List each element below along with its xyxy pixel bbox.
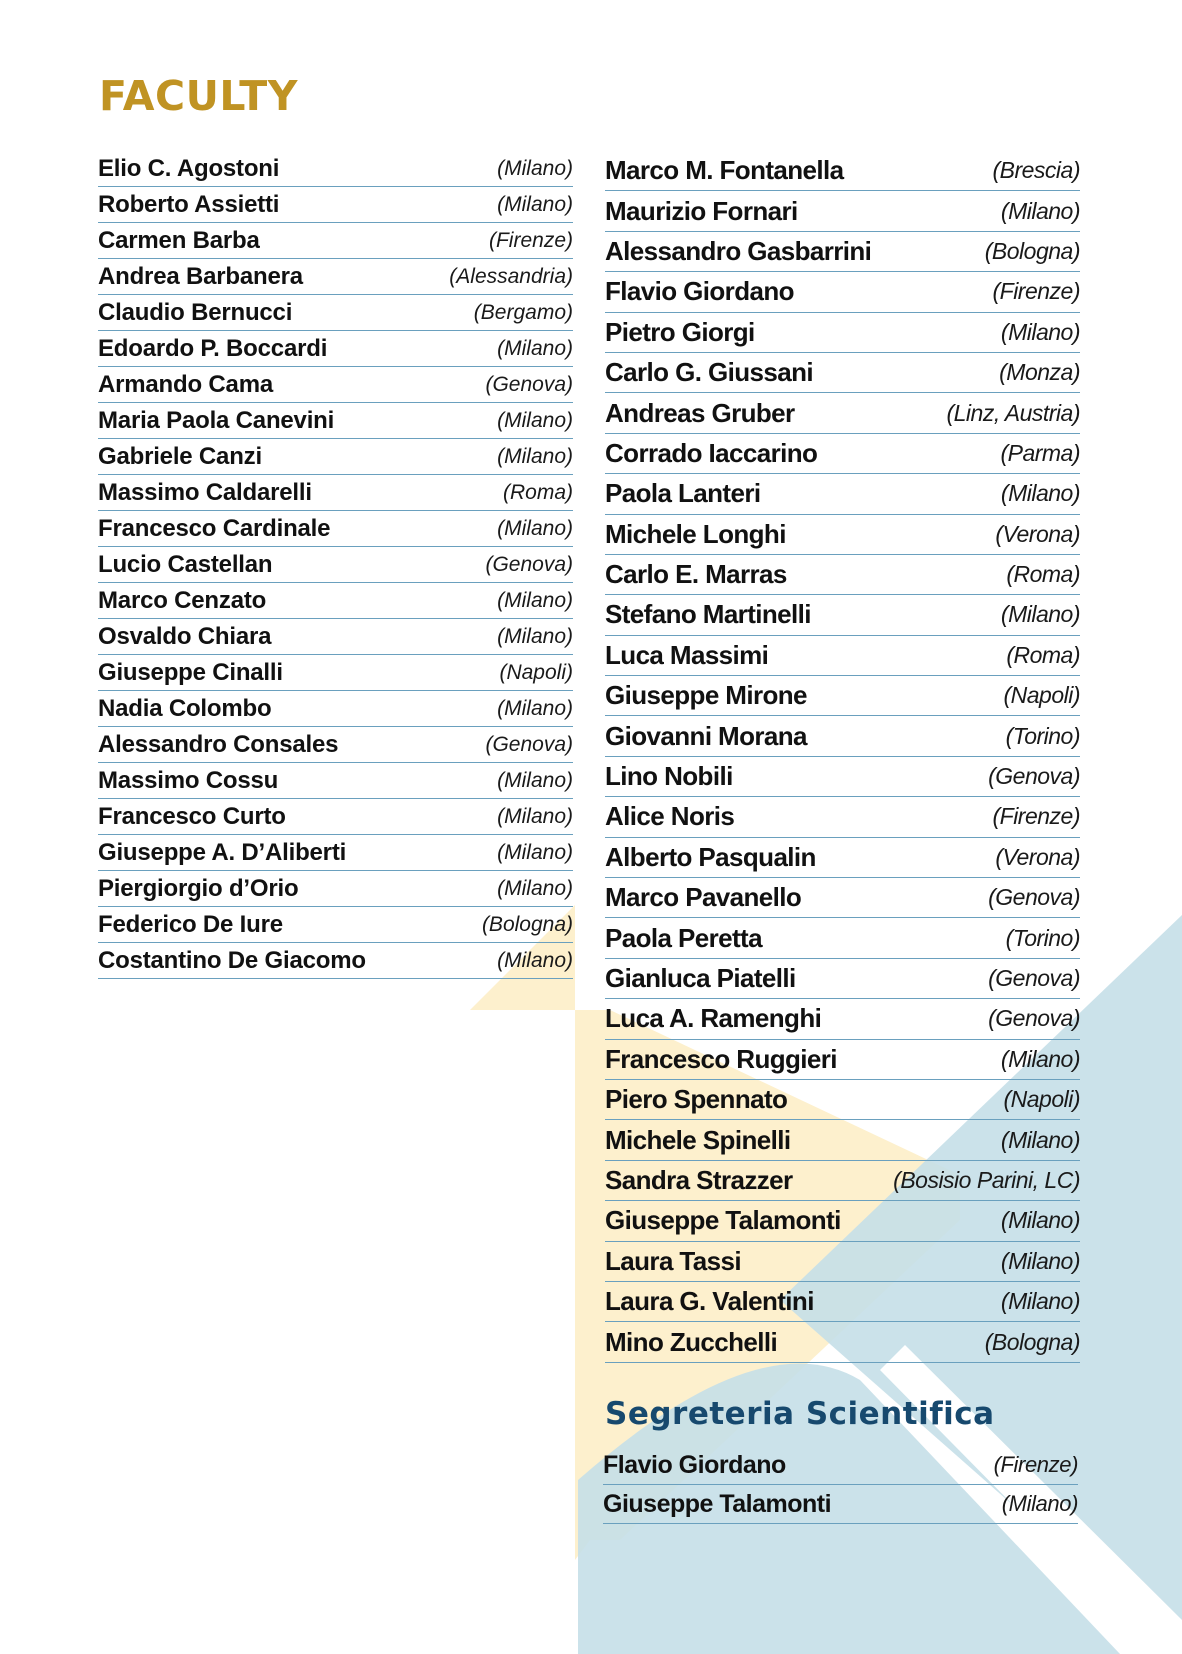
member-city: (Genova): [485, 732, 573, 756]
faculty-row: [98, 943, 573, 979]
member-city: (Napoli): [1003, 682, 1080, 709]
faculty-row: [605, 1282, 1080, 1322]
member-city: (Genova): [988, 1005, 1080, 1032]
faculty-row: [605, 434, 1080, 474]
member-name: Andreas Gruber: [605, 397, 795, 428]
faculty-row: [605, 555, 1080, 595]
member-name: Alberto Pasqualin: [605, 841, 816, 872]
member-city: (Milano): [1000, 601, 1080, 628]
member-city: (Bologna): [984, 1328, 1080, 1355]
member-name: Pietro Giorgi: [605, 316, 755, 347]
member-name: Roberto Assietti: [98, 190, 280, 218]
member-name: Paola Peretta: [605, 922, 762, 953]
faculty-row: [98, 331, 573, 367]
member-name: Nadia Colombo: [98, 694, 272, 722]
member-name: Giuseppe Talamonti: [603, 1489, 832, 1518]
member-city: (Milano): [497, 588, 573, 612]
faculty-row: [605, 716, 1080, 756]
member-city: (Verona): [995, 520, 1080, 547]
member-name: Carlo G. Giussani: [605, 357, 813, 388]
faculty-row: [605, 636, 1080, 676]
member-city: (Roma): [1006, 561, 1080, 588]
member-name: Maria Paola Canevini: [98, 406, 335, 434]
member-city: (Milano): [497, 516, 573, 540]
faculty-row: [605, 797, 1080, 837]
member-name: Massimo Cossu: [98, 766, 279, 794]
member-name: Paola Lanteri: [605, 478, 761, 509]
member-city: (Bosisio Parini, LC): [893, 1166, 1080, 1193]
member-name: Corrado Iaccarino: [605, 437, 818, 468]
member-name: Carlo E. Marras: [605, 559, 787, 590]
member-city: (Bologna): [481, 912, 573, 936]
member-name: Federico De Iure: [98, 910, 283, 938]
member-name: Luca Massimi: [605, 639, 769, 670]
member-name: Gabriele Canzi: [98, 442, 262, 470]
member-city: (Alessandria): [449, 264, 573, 288]
member-city: (Linz, Austria): [946, 399, 1080, 426]
faculty-row: [98, 619, 573, 655]
member-name: Piergiorgio d’Orio: [98, 874, 299, 902]
member-name: Armando Cama: [98, 370, 273, 398]
faculty-row: [605, 151, 1080, 191]
member-city: (Genova): [485, 552, 573, 576]
faculty-row: [98, 259, 573, 295]
member-name: Marco Pavanello: [605, 882, 802, 913]
member-city: (Brescia): [992, 157, 1080, 184]
member-name: Sandra Strazzer: [605, 1164, 793, 1195]
member-name: Massimo Caldarelli: [98, 478, 312, 506]
faculty-row: [605, 232, 1080, 272]
faculty-row: [98, 151, 573, 187]
faculty-row: [605, 757, 1080, 797]
member-city: (Genova): [988, 884, 1080, 911]
faculty-row: [98, 727, 573, 763]
member-name: Lino Nobili: [605, 761, 733, 792]
faculty-row: [98, 583, 573, 619]
faculty-row: [605, 595, 1080, 635]
faculty-row: [98, 475, 573, 511]
member-name: Elio C. Agostoni: [98, 154, 280, 182]
member-city: (Milano): [1001, 1491, 1078, 1516]
faculty-row: [605, 313, 1080, 353]
member-city: (Milano): [1000, 1207, 1080, 1234]
member-city: (Milano): [497, 804, 573, 828]
member-name: Lucio Castellan: [98, 550, 273, 578]
faculty-row: [605, 474, 1080, 514]
member-city: (Verona): [995, 843, 1080, 870]
member-city: (Milano): [497, 624, 573, 648]
member-name: Stefano Martinelli: [605, 599, 811, 630]
member-city: (Torino): [1005, 924, 1080, 951]
faculty-row: [605, 838, 1080, 878]
member-name: Francesco Ruggieri: [605, 1043, 837, 1074]
member-city: (Milano): [1000, 318, 1080, 345]
member-city: (Milano): [497, 876, 573, 900]
member-name: Mino Zucchelli: [605, 1326, 778, 1357]
faculty-row: [98, 367, 573, 403]
member-city: (Roma): [502, 480, 573, 504]
faculty-row: [605, 1201, 1080, 1241]
member-name: Francesco Curto: [98, 802, 286, 830]
member-city: (Milano): [1000, 480, 1080, 507]
member-city: (Torino): [1005, 722, 1080, 749]
faculty-row: [98, 187, 573, 223]
faculty-row: [98, 295, 573, 331]
faculty-left-column: [98, 151, 573, 979]
faculty-row: [605, 918, 1080, 958]
member-city: (Genova): [988, 965, 1080, 991]
member-name: Marco Cenzato: [98, 586, 267, 614]
faculty-row: [98, 907, 573, 943]
member-city: (Milano): [497, 840, 573, 864]
member-city: (Milano): [497, 444, 573, 468]
faculty-row: [605, 191, 1080, 231]
member-city: (Milano): [1000, 197, 1080, 224]
faculty-row: [605, 353, 1080, 393]
faculty-row: [605, 1242, 1080, 1282]
faculty-row: [605, 272, 1080, 312]
member-city: (Firenze): [992, 278, 1080, 305]
member-city: (Milano): [497, 948, 573, 972]
member-city: (Milano): [1000, 1288, 1080, 1315]
member-name: Laura G. Valentini: [605, 1286, 814, 1317]
faculty-row: [605, 878, 1080, 918]
member-city: (Napoli): [499, 660, 573, 684]
member-name: Alice Noris: [605, 801, 735, 832]
faculty-row: [98, 691, 573, 727]
faculty-title: FACULTY: [99, 72, 298, 120]
member-city: (Monza): [999, 359, 1080, 386]
member-city: (Genova): [485, 372, 573, 396]
faculty-row: [605, 676, 1080, 716]
member-name: Giuseppe Mirone: [605, 680, 807, 711]
faculty-row: [98, 511, 573, 547]
faculty-row: [98, 403, 573, 439]
faculty-row: [605, 1040, 1080, 1080]
faculty-row: [98, 439, 573, 475]
member-city: (Milano): [497, 192, 573, 216]
member-name: Michele Spinelli: [605, 1124, 791, 1155]
faculty-row: [605, 1161, 1080, 1201]
member-name: Costantino De Giacomo: [98, 946, 366, 974]
faculty-row: [603, 1485, 1078, 1524]
member-city: (Milano): [1000, 1247, 1080, 1274]
faculty-row: [98, 223, 573, 259]
member-name: Flavio Giordano: [603, 1450, 786, 1479]
member-name: Luca A. Ramenghi: [605, 1003, 822, 1034]
member-name: Francesco Cardinale: [98, 514, 331, 542]
member-city: (Milano): [497, 336, 573, 360]
member-name: Edoardo P. Boccardi: [98, 334, 328, 362]
member-name: Osvaldo Chiara: [98, 622, 272, 650]
member-city: (Milano): [497, 408, 573, 432]
faculty-row: [605, 959, 1080, 999]
member-city: (Firenze): [993, 1452, 1078, 1477]
faculty-row: [603, 1446, 1078, 1485]
member-city: (Roma): [1006, 641, 1080, 668]
member-name: Andrea Barbanera: [98, 262, 303, 290]
member-name: Giuseppe A. D’Aliberti: [98, 838, 347, 866]
faculty-row: [605, 1120, 1080, 1160]
member-city: (Bergamo): [473, 300, 573, 324]
faculty-row: [605, 1080, 1080, 1120]
member-city: (Bologna): [984, 237, 1080, 264]
faculty-row: [98, 799, 573, 835]
member-name: Maurizio Fornari: [605, 195, 798, 226]
member-name: Piero Spennato: [605, 1084, 788, 1115]
faculty-right-column: [605, 151, 1080, 1363]
member-city: (Parma): [1000, 439, 1080, 466]
member-city: (Napoli): [1003, 1086, 1080, 1113]
member-city: (Milano): [1000, 1126, 1080, 1153]
member-city: (Firenze): [992, 803, 1080, 830]
member-name: Alessandro Consales: [98, 730, 339, 758]
member-name: Gianluca Piatelli: [605, 963, 796, 993]
member-city: (Milano): [497, 156, 573, 180]
member-name: Laura Tassi: [605, 1245, 741, 1276]
member-city: (Firenze): [488, 228, 573, 252]
member-name: Claudio Bernucci: [98, 298, 293, 326]
faculty-row: [605, 515, 1080, 555]
faculty-row: [98, 835, 573, 871]
segreteria-list: [603, 1446, 1078, 1524]
faculty-row: [98, 763, 573, 799]
member-city: (Milano): [1000, 1045, 1080, 1072]
member-city: (Milano): [497, 768, 573, 792]
member-name: Carmen Barba: [98, 226, 260, 254]
segreteria-title: Segreteria Scientifica: [605, 1396, 995, 1432]
member-city: (Genova): [988, 763, 1080, 790]
member-city: (Milano): [497, 696, 573, 720]
member-name: Giuseppe Cinalli: [98, 658, 283, 686]
faculty-row: [605, 999, 1080, 1039]
member-name: Alessandro Gasbarrini: [605, 235, 872, 266]
faculty-row: [98, 655, 573, 691]
member-name: Michele Longhi: [605, 518, 786, 549]
faculty-row: [98, 871, 573, 907]
faculty-row: [605, 393, 1080, 433]
member-name: Giovanni Morana: [605, 720, 807, 751]
faculty-row: [98, 547, 573, 583]
member-name: Marco M. Fontanella: [605, 155, 844, 186]
member-name: Giuseppe Talamonti: [605, 1205, 841, 1236]
member-name: Flavio Giordano: [605, 276, 794, 307]
faculty-row: [605, 1322, 1080, 1362]
